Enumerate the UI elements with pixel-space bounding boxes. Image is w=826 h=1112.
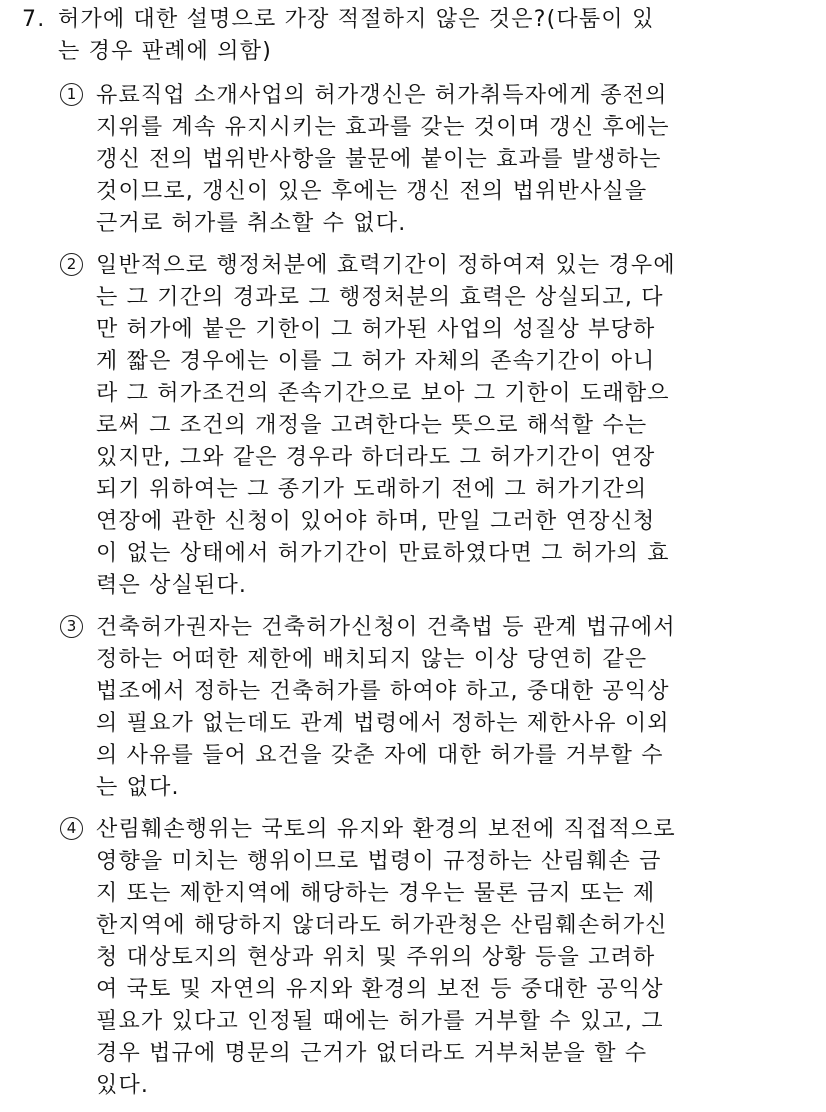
option-line: 지위를 계속 유지시키는 효과를 갖는 것이며 갱신 후에는: [96, 115, 670, 140]
option-line: 여 국토 및 자연의 유지와 환경의 보전 등 중대한 공익상: [96, 977, 664, 1002]
option-line: 한지역에 해당하지 않더라도 허가관청은 산림훼손허가신: [96, 913, 668, 938]
option-line: 일반적으로 행정처분에 효력기간이 정하여져 있는 경우에: [96, 253, 676, 278]
option-line: 근거로 허가를 취소할 수 없다.: [96, 211, 407, 236]
option-line: 있다.: [96, 1073, 150, 1098]
circled-number-1-icon: 1: [60, 83, 83, 106]
option-line: 라 그 허가조건의 존속기간으로 보아 그 기한이 도래함으: [96, 381, 670, 406]
option-line: 영향을 미치는 행위이므로 법령이 규정하는 산림훼손 금: [96, 849, 662, 874]
option-line: 되기 위하여는 그 종기가 도래하기 전에 그 허가기간의: [96, 477, 648, 502]
option-text: [96, 80, 802, 240]
option-line: 것이므로, 갱신이 있은 후에는 갱신 전의 법위반사실을: [96, 179, 648, 204]
question-line: 허가에 대한 설명으로 가장 적절하지 않은 것은?(다툼이 있: [58, 7, 655, 32]
option-1[interactable]: [58, 80, 802, 240]
option-line: 는 없다.: [96, 775, 180, 800]
option-text: [96, 814, 802, 1102]
answer-options: [58, 80, 802, 1102]
option-text: [96, 250, 802, 602]
option-2[interactable]: [58, 250, 802, 602]
option-line: 건축허가권자는 건축허가신청이 건축법 등 관계 법규에서: [96, 615, 676, 640]
option-line: 필요가 있다고 인정될 때에는 허가를 거부할 수 있고, 그: [96, 1009, 664, 1034]
option-line: 지 또는 제한지역에 해당하는 경우는 물론 금지 또는 제: [96, 881, 656, 906]
option-line: 갱신 전의 법위반사항을 불문에 붙이는 효과를 발생하는: [96, 147, 662, 172]
option-line: 만 허가에 붙은 기한이 그 허가된 사업의 성질상 부당하: [96, 317, 656, 342]
option-line: 의 사유를 들어 요건을 갖춘 자에 대한 허가를 거부할 수: [96, 743, 664, 768]
option-text: [96, 612, 802, 804]
option-line: 는 그 기간의 경과로 그 행정처분의 효력은 상실되고, 다: [96, 285, 664, 310]
option-line: 의 필요가 없는데도 관계 법령에서 정하는 제한사유 이외: [96, 711, 670, 736]
question-7: [22, 4, 802, 1112]
option-3[interactable]: [58, 612, 802, 804]
circled-number-2-icon: 2: [60, 253, 83, 276]
option-4[interactable]: [58, 814, 802, 1102]
option-line: 정하는 어떠한 제한에 배치되지 않는 이상 당연히 같은: [96, 647, 648, 672]
option-line: 로써 그 조건의 개정을 고려한다는 뜻으로 해석할 수는: [96, 413, 648, 438]
question-text: [58, 4, 802, 68]
question-number: 7.: [22, 7, 46, 32]
option-line: 법조에서 정하는 건축허가를 하여야 하고, 중대한 공익상: [96, 679, 670, 704]
option-line: 청 대상토지의 현상과 위치 및 주위의 상황 등을 고려하: [96, 945, 656, 970]
question-line: 는 경우 판례에 의함): [58, 39, 272, 64]
option-line: 경우 법규에 명문의 근거가 없더라도 거부처분을 할 수: [96, 1041, 648, 1066]
option-line: 이 없는 상태에서 허가기간이 만료하였다면 그 허가의 효: [96, 541, 670, 566]
option-line: 유료직업 소개사업의 허가갱신은 허가취득자에게 종전의: [96, 83, 668, 108]
option-line: 력은 상실된다.: [96, 573, 248, 598]
circled-number-3-icon: 3: [60, 615, 83, 638]
question-stem: [22, 4, 802, 68]
circled-number-4-icon: 4: [60, 817, 83, 840]
option-line: 산림훼손행위는 국토의 유지와 환경의 보전에 직접적으로: [96, 817, 676, 842]
option-line: 있지만, 그와 같은 경우라 하더라도 그 허가기간이 연장: [96, 445, 656, 470]
option-line: 연장에 관한 신청이 있어야 하며, 만일 그러한 연장신청: [96, 509, 656, 534]
option-line: 게 짧은 경우에는 이를 그 허가 자체의 존속기간이 아니: [96, 349, 656, 374]
